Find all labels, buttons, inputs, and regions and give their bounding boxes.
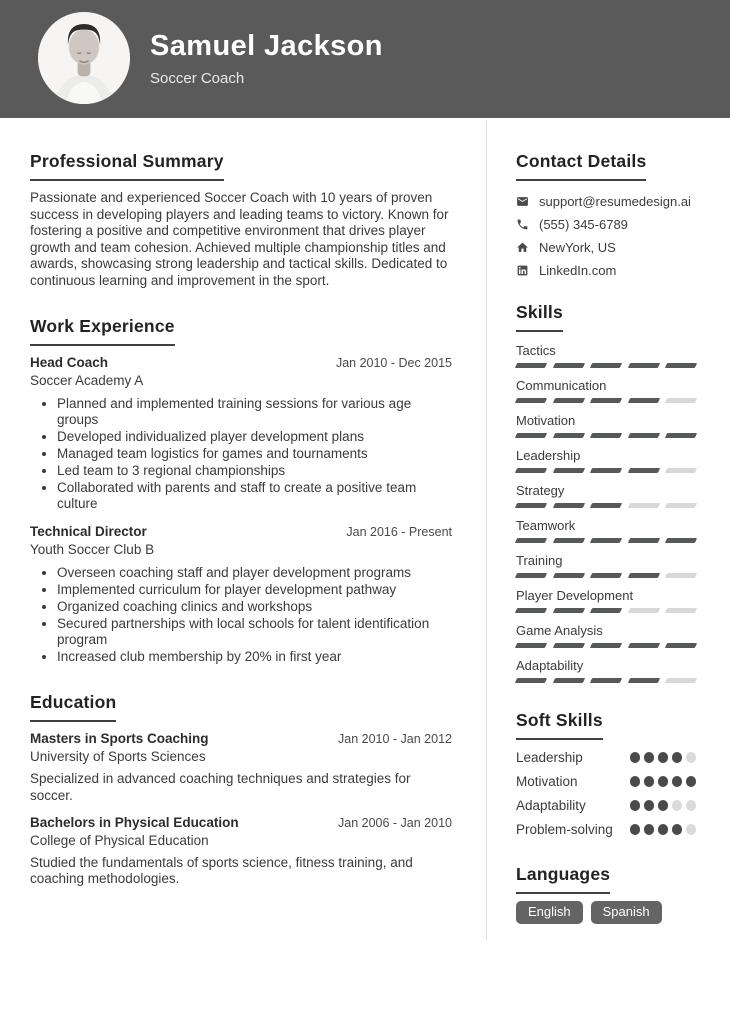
job-dates: Jan 2016 - Present [346, 525, 452, 540]
skill-bar-segment [590, 643, 622, 648]
rating-dot [686, 824, 697, 835]
header-text [150, 31, 383, 87]
soft-skill-row [516, 774, 696, 789]
skill-bar-segment [627, 608, 659, 613]
skill-bar-segment [665, 433, 697, 438]
skill-item [516, 588, 696, 613]
skill-bar-segment [665, 398, 697, 403]
soft-skills-list [516, 750, 696, 837]
email-icon [516, 195, 529, 208]
skill-bar-segment [627, 503, 659, 508]
skill-bar-segment [590, 608, 622, 613]
section-contact-details [516, 151, 696, 278]
skill-bar-segment [627, 433, 659, 438]
section-skills [516, 302, 696, 683]
skill-bar-segment [590, 433, 622, 438]
skill-bar-segment [590, 363, 622, 368]
skills-heading: Skills [516, 302, 563, 332]
soft-skill-name: Problem-solving [516, 822, 613, 837]
summary-heading: Professional Summary [30, 151, 224, 181]
skill-bar-segment [552, 363, 584, 368]
language-badge: Spanish [591, 901, 662, 924]
job-bullet: • Developed individualized player development plans [57, 429, 452, 446]
skill-bar-segment [552, 608, 584, 613]
job-bullet: • Increased club membership by 20% in first year [57, 649, 452, 666]
job-bullet: • Managed team logistics for games and tournaments [57, 446, 452, 463]
job-bullet-list [30, 565, 452, 666]
skill-name: Leadership [516, 448, 581, 463]
skill-item [516, 623, 696, 648]
skill-bar-segment [552, 643, 584, 648]
skill-bar-segment [515, 503, 547, 508]
skill-name: Adaptability [516, 658, 584, 673]
rating-dot [644, 776, 655, 787]
skill-item [516, 658, 696, 683]
education-entry [30, 731, 452, 805]
soft-skill-rating [630, 776, 697, 787]
soft-skills-heading: Soft Skills [516, 710, 603, 740]
rating-dot [672, 776, 683, 787]
skill-bar-segment [627, 643, 659, 648]
education-dates: Jan 2010 - Jan 2012 [338, 731, 452, 746]
skill-bar-segment [515, 538, 547, 543]
rating-dot [672, 800, 683, 811]
language-badge-list [516, 901, 696, 924]
rating-dot [630, 800, 641, 811]
soft-skill-name: Adaptability [516, 798, 586, 813]
skill-level-bar [516, 398, 696, 403]
education-dates: Jan 2006 - Jan 2010 [338, 815, 452, 830]
job-entry [30, 524, 452, 666]
skill-item [516, 483, 696, 508]
skill-bar-segment [515, 398, 547, 403]
phone-icon [516, 218, 529, 231]
job-company: Soccer Academy A [30, 372, 144, 388]
skill-level-bar [516, 678, 696, 683]
skill-bar-segment [552, 468, 584, 473]
rating-dot [658, 800, 669, 811]
skill-bar-segment [665, 538, 697, 543]
skill-bar-segment [552, 503, 584, 508]
rating-dot [672, 824, 683, 835]
skill-bar-segment [552, 678, 584, 683]
skill-bar-segment [627, 538, 659, 543]
job-list [30, 355, 452, 666]
skill-bar-segment [627, 573, 659, 578]
skill-bar-segment [665, 643, 697, 648]
skill-bar-segment [627, 398, 659, 403]
soft-skill-row [516, 798, 696, 813]
rating-dot [658, 752, 669, 763]
work-heading: Work Experience [30, 316, 175, 346]
skill-item [516, 518, 696, 543]
skill-bar-segment [590, 503, 622, 508]
contact-heading: Contact Details [516, 151, 646, 181]
side-column [516, 118, 696, 924]
job-header [30, 355, 452, 370]
education-heading: Education [30, 692, 116, 722]
skill-name: Tactics [516, 343, 556, 358]
rating-dot [644, 800, 655, 811]
skill-item [516, 413, 696, 438]
skill-level-bar [516, 538, 696, 543]
skill-name: Teamwork [516, 518, 576, 533]
education-list [30, 731, 452, 888]
profile-photo [38, 12, 130, 104]
skill-level-bar [516, 573, 696, 578]
rating-dot [658, 776, 669, 787]
soft-skill-row [516, 822, 696, 837]
job-bullet: • Collaborated with parents and staff to create a positive team culture [57, 480, 452, 514]
skill-level-bar [516, 608, 696, 613]
skill-bar-segment [627, 468, 659, 473]
main-column [30, 118, 452, 888]
person-job-title: Soccer Coach [150, 69, 245, 87]
skill-bar-segment [665, 363, 697, 368]
skill-bar-segment [590, 398, 622, 403]
skill-bar-segment [552, 573, 584, 578]
skill-bar-segment [665, 503, 697, 508]
skill-bar-segment [515, 363, 547, 368]
skill-bar-segment [552, 433, 584, 438]
resume-header [0, 0, 730, 118]
skill-bar-segment [552, 398, 584, 403]
section-soft-skills [516, 710, 696, 837]
skill-level-bar [516, 433, 696, 438]
skill-name: Player Development [516, 588, 634, 603]
person-portrait-icon [38, 12, 130, 104]
skill-bar-segment [515, 678, 547, 683]
skill-bar-segment [665, 678, 697, 683]
skill-item [516, 378, 696, 403]
job-bullet: • Secured partnerships with local schools for talent identification program [57, 616, 452, 650]
rating-dot [658, 824, 669, 835]
skill-level-bar [516, 643, 696, 648]
soft-skill-name: Leadership [516, 750, 583, 765]
home-icon [516, 241, 529, 254]
contact-text: NewYork, US [539, 240, 616, 255]
job-bullet: • Implemented curriculum for player development pathway [57, 582, 452, 599]
skill-level-bar [516, 468, 696, 473]
soft-skill-rating [630, 800, 697, 811]
section-work-experience [30, 316, 452, 666]
skill-bar-segment [515, 608, 547, 613]
job-dates: Jan 2010 - Dec 2015 [335, 355, 452, 370]
rating-dot [630, 776, 641, 787]
contact-text: LinkedIn.com [539, 263, 617, 278]
job-title: Technical Director [30, 524, 147, 540]
skill-bar-segment [515, 468, 547, 473]
linkedin-icon [516, 264, 529, 277]
column-divider [486, 120, 487, 940]
soft-skill-row [516, 750, 696, 765]
skill-bar-segment [627, 363, 659, 368]
skill-item [516, 343, 696, 368]
job-bullet: • Organized coaching clinics and workshops [57, 599, 452, 616]
skill-name: Game Analysis [516, 623, 603, 638]
rating-dot [630, 752, 641, 763]
skill-bar-segment [665, 468, 697, 473]
skill-bar-segment [590, 538, 622, 543]
skill-bar-segment [515, 433, 547, 438]
soft-skill-rating [630, 824, 697, 835]
education-description: Studied the fundamentals of sports science, fitness training, and coaching methodologies. [30, 854, 413, 887]
skill-name: Communication [516, 378, 607, 393]
person-name: Samuel Jackson [150, 30, 383, 63]
rating-dot [644, 752, 655, 763]
skill-bar-segment [515, 573, 547, 578]
job-title: Head Coach [30, 354, 109, 370]
education-header [30, 815, 452, 830]
skill-level-bar [516, 503, 696, 508]
soft-skill-rating [630, 752, 697, 763]
school-name: University of Sports Sciences [30, 748, 206, 764]
skill-bar-segment [665, 573, 697, 578]
section-professional-summary [30, 151, 452, 290]
skill-item [516, 448, 696, 473]
skill-item [516, 553, 696, 578]
rating-dot [686, 752, 697, 763]
job-bullet: • Overseen coaching staff and player development programs [57, 565, 452, 582]
contact-text: (555) 345-6789 [539, 217, 628, 232]
section-languages [516, 864, 696, 924]
contact-item [516, 240, 696, 255]
contact-list [516, 194, 696, 278]
contact-item [516, 217, 696, 232]
degree-title: Masters in Sports Coaching [30, 730, 209, 746]
skill-bar-segment [627, 678, 659, 683]
skill-name: Strategy [516, 483, 565, 498]
job-bullet: • Led team to 3 regional championships [57, 463, 452, 480]
skill-bar-segment [590, 468, 622, 473]
degree-title: Bachelors in Physical Education [30, 814, 239, 830]
skill-bar-segment [590, 573, 622, 578]
section-education [30, 692, 452, 888]
skill-name: Motivation [516, 413, 576, 428]
skill-name: Training [516, 553, 563, 568]
job-bullet: • Planned and implemented training sessions for various age groups [57, 396, 452, 430]
contact-item [516, 263, 696, 278]
rating-dot [630, 824, 641, 835]
skill-bar-segment [590, 678, 622, 683]
job-bullet-list [30, 396, 452, 514]
language-badge: English [516, 901, 583, 924]
contact-item [516, 194, 696, 209]
rating-dot [686, 776, 697, 787]
job-company: Youth Soccer Club B [30, 542, 155, 558]
skill-bar-segment [552, 538, 584, 543]
skill-level-bar [516, 363, 696, 368]
skill-bar-segment [515, 643, 547, 648]
summary-text: Passionate and experienced Soccer Coach with 10 years of proven success in developing players and leading teams to victory. Known for fostering a positive and competitive environment that drives player growth and team cohesion. Achieved multiple championship titles and awards, showcasing strong leadership and tactical skills. Dedicated to continuous learning and improvement in the sport. [30, 190, 449, 288]
languages-heading: Languages [516, 864, 610, 894]
education-description: Specialized in advanced coaching techniques and strategies for soccer. [30, 770, 411, 803]
job-header [30, 524, 452, 539]
rating-dot [672, 752, 683, 763]
skill-bar-segment [665, 608, 697, 613]
job-entry [30, 355, 452, 514]
skills-list [516, 343, 696, 683]
contact-text: support@resumedesign.ai [539, 194, 691, 209]
education-entry [30, 815, 452, 889]
school-name: College of Physical Education [30, 832, 209, 848]
rating-dot [644, 824, 655, 835]
soft-skill-name: Motivation [516, 774, 578, 789]
rating-dot [686, 800, 697, 811]
education-header [30, 731, 452, 746]
